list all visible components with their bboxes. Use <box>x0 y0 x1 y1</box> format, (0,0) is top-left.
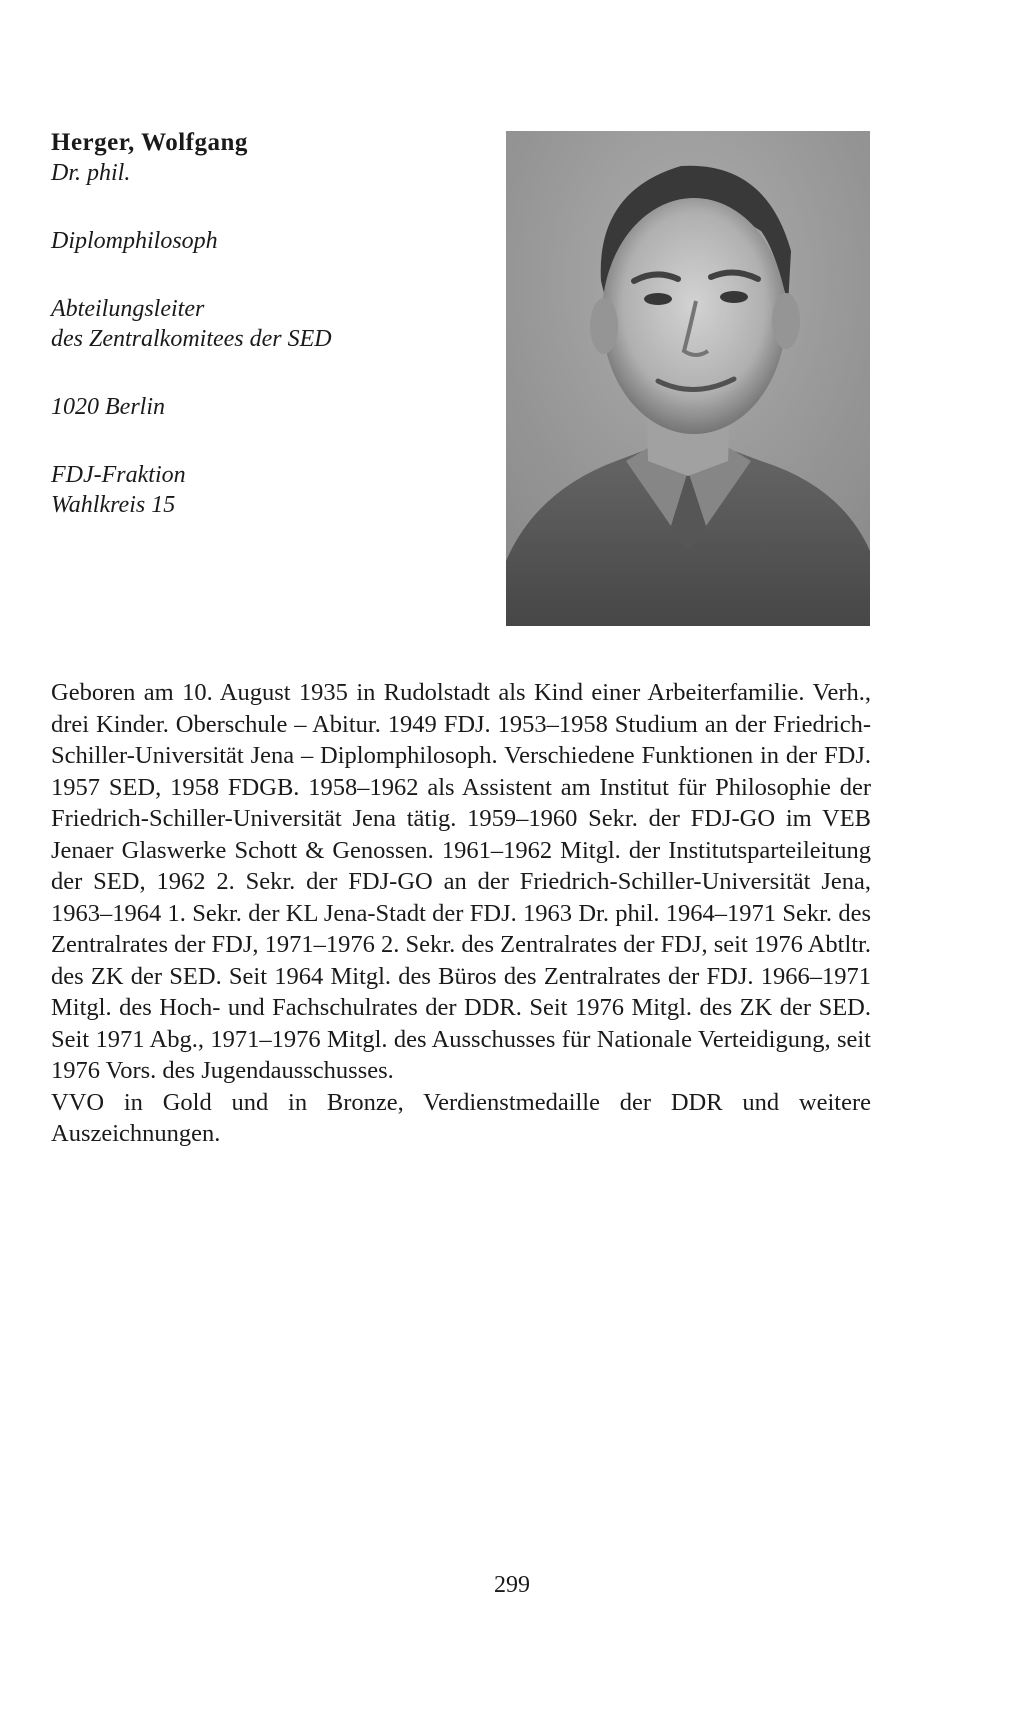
faction: FDJ-Fraktion <box>51 462 186 488</box>
position-line-1: Abteilungsleiter <box>51 296 205 322</box>
profession: Diplomphilosoph <box>51 228 218 254</box>
constituency: Wahlkreis 15 <box>51 492 176 518</box>
portrait-icon <box>506 131 870 626</box>
person-name: Herger, Wolfgang <box>51 129 248 156</box>
page-number: 299 <box>494 1572 530 1598</box>
entry-header <box>51 128 471 520</box>
biography <box>51 677 871 1150</box>
academic-title: Dr. phil. <box>51 160 131 186</box>
biography-paragraph-2: VVO in Gold und in Bronze, Verdienstmedaille der DDR und weitere Auszeichnungen. <box>51 1088 871 1147</box>
biography-paragraph-1: Geboren am 10. August 1935 in Rudolstadt als Kind einer Arbeiterfamilie. Verh., drei Kinder. Oberschule – Abitur. 1949 FDJ. 1953–1958 Studium an der Friedrich-Schiller-Universität Jena – Diplomphilosoph. Verschiedene Funktionen in der FDJ. 1957 SED, 1958 FDGB. 1958–1962 als Assistent am Institut für Philosophie der Friedrich-Schiller-Universität Jena tätig. 1959–1960 Sekr. der FDJ-GO im VEB Jenaer Glaswerke Schott & Genossen. 1961–1962 Mitgl. der Institutsparteileitung der SED, 1962 2. Sekr. der FDJ-GO an der Friedrich-Schiller-Universität Jena, 1963–1964 1. Sekr. der KL Jena-Stadt der FDJ. 1963 Dr. phil. 1964–1971 Sekr. des Zentralrates der FDJ, 1971–1976 2. Sekr. des Zentralrates der FDJ, seit 1976 Abtltr. des ZK der SED. Seit 1964 Mitgl. des Büros des Zentralrates der FDJ. 1966–1971 Mitgl. des Hoch- und Fachschulrates der DDR. Seit 1976 Mitgl. des ZK der SED. Seit 1971 Abg., 1971–1976 Mitgl. des Ausschusses für Nationale Verteidigung, seit 1976 Vors. des Jugendausschusses. <box>51 679 871 1084</box>
portrait-photo <box>506 131 870 626</box>
location: 1020 Berlin <box>51 394 165 420</box>
position-line-2: des Zentralkomitees der SED <box>51 326 332 352</box>
